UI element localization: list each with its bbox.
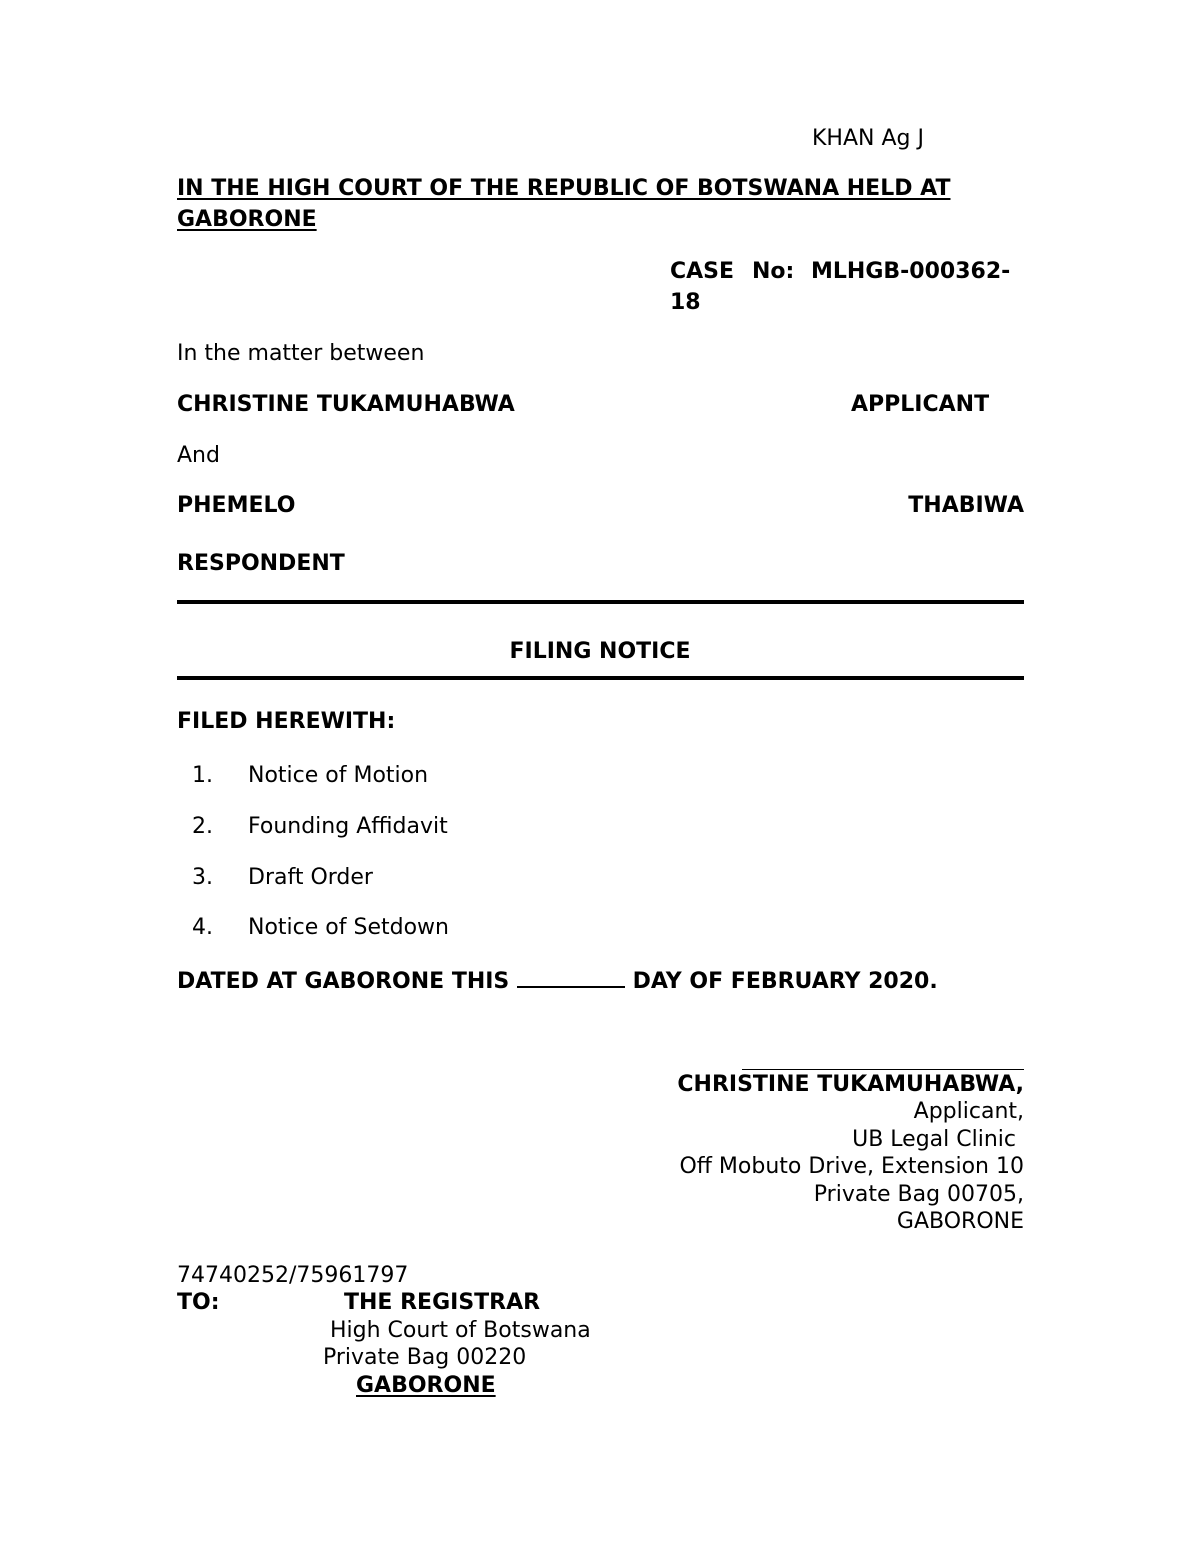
list-item — [177, 915, 449, 941]
dated-line — [177, 966, 938, 995]
list-item — [177, 763, 428, 789]
dated-prefix: DATED AT GABORONE THIS — [177, 969, 510, 994]
applicant-name: CHRISTINE TUKAMUHABWA — [177, 392, 515, 417]
list-item-label: Notice of Setdown — [248, 915, 449, 940]
respondent-role: RESPONDENT — [177, 551, 345, 576]
respondent-last-name: THABIWA — [908, 493, 1024, 518]
day-blank — [517, 966, 625, 988]
filed-herewith-heading: FILED HEREWITH: — [177, 709, 396, 734]
signatory-city: GABORONE — [896, 1209, 1024, 1234]
list-item-number: 1. — [192, 763, 213, 788]
signatory-address-line2: Private Bag 00705, — [813, 1182, 1024, 1207]
document-title: FILING NOTICE — [509, 639, 691, 664]
recipient-title: THE REGISTRAR — [344, 1290, 541, 1315]
recipient-line1: High Court of Botswana — [330, 1318, 591, 1343]
respondent-first-name: PHEMELO — [177, 493, 296, 518]
signatory-role: Applicant, — [913, 1099, 1024, 1124]
list-item-label: Notice of Motion — [248, 763, 429, 788]
signatory-name: CHRISTINE TUKAMUHABWA, — [677, 1072, 1024, 1097]
list-item-label: Draft Order — [248, 865, 373, 890]
signature-line — [742, 1069, 1024, 1070]
phone-numbers: 74740252/75961797 — [177, 1263, 409, 1288]
signatory-address-line1: Off Mobuto Drive, Extension 10 — [679, 1154, 1024, 1179]
case-no-label: No: — [752, 259, 795, 284]
and-text: And — [177, 443, 220, 468]
to-label: TO: — [177, 1290, 220, 1315]
bottom-rule — [177, 676, 1024, 680]
dated-suffix: DAY OF FEBRUARY 2020. — [632, 969, 938, 994]
case-label: CASE — [670, 259, 735, 284]
court-heading-line1: IN THE HIGH COURT OF THE REPUBLIC OF BOTSWANA HELD AT — [177, 176, 951, 201]
recipient-line2: Private Bag 00220 — [323, 1345, 527, 1370]
top-rule — [177, 600, 1024, 604]
signatory-organisation: UB Legal Clinic — [852, 1127, 1016, 1152]
court-heading-line2: GABORONE — [177, 207, 317, 232]
matter-intro: In the matter between — [177, 341, 425, 366]
case-number-part1: MLHGB-000362- — [811, 259, 1011, 284]
judge-initials: KHAN Ag J — [812, 126, 924, 151]
applicant-role: APPLICANT — [851, 392, 990, 417]
list-item — [177, 814, 448, 840]
list-item-number: 2. — [192, 814, 213, 839]
list-item-number: 3. — [192, 865, 213, 890]
list-item-number: 4. — [192, 915, 213, 940]
list-item — [177, 865, 373, 891]
recipient-city: GABORONE — [356, 1373, 496, 1398]
case-number-part2: 18 — [670, 290, 701, 315]
list-item-label: Founding Affidavit — [248, 814, 448, 839]
